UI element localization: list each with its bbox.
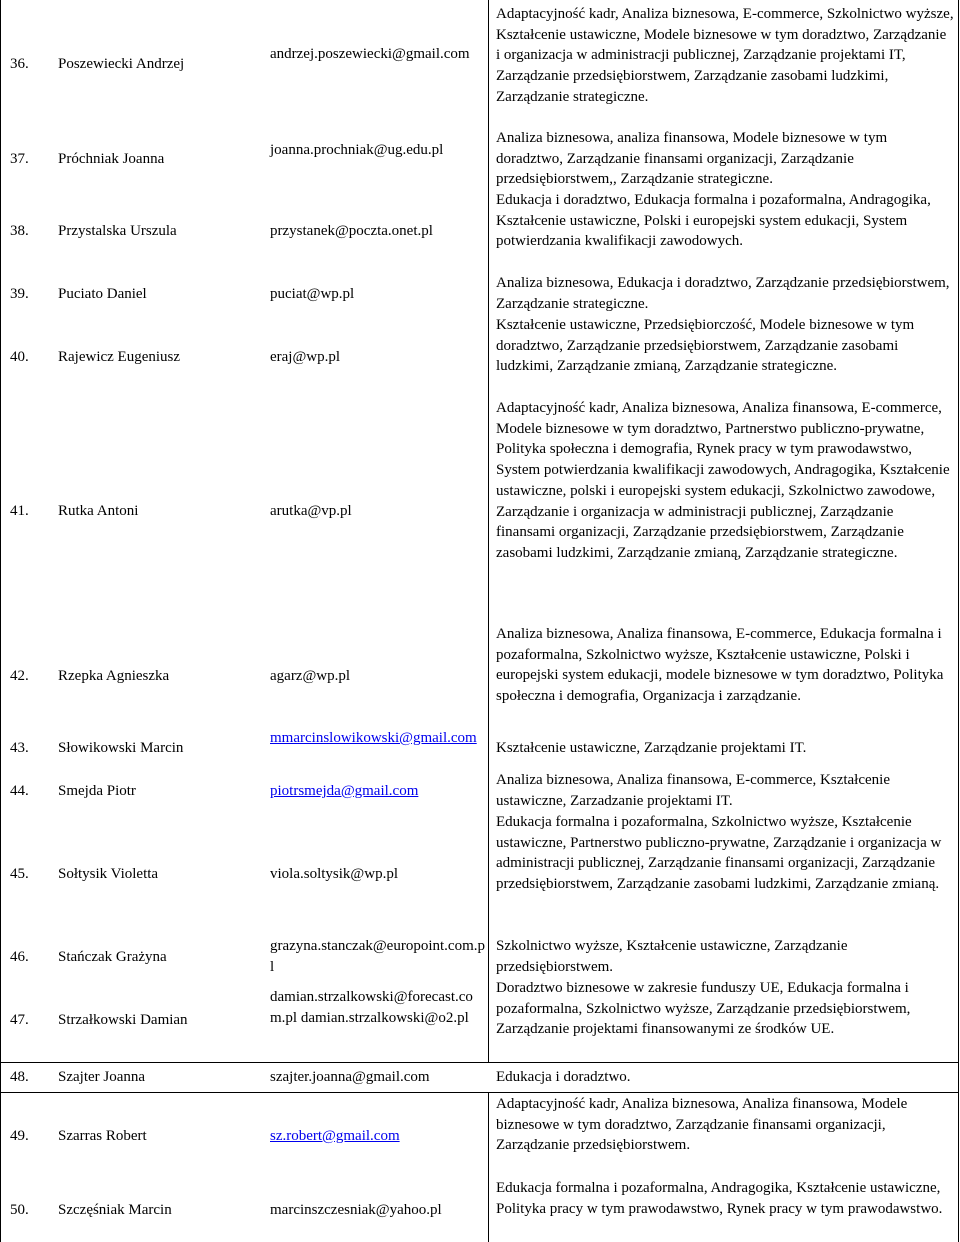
expertise-areas: Doradztwo biznesowe w zakresie funduszy UE, Edukacja formalna i pozaformalna, Szkolnictwo wyższe, Zarządzanie przedsiębiorstwem, Zarządzanie projektami finansowanymi ze środków UE. [496, 980, 911, 1038]
expertise-areas: Adaptacyjność kadr, Analiza biznesowa, Analiza finansowa, Modele biznesowe w tym doradztwo, Zarządzanie finansami organizacji, Zarządzanie przedsiębiorstwem. [496, 1096, 908, 1154]
person-name: Rzepka Agnieszka [58, 667, 170, 684]
row-number: 39. [10, 285, 29, 302]
expertise-areas: Analiza biznesowa, Edukacja i doradztwo, Zarządzanie przedsiębiorstwem, Zarządzanie strategiczne. [496, 275, 950, 312]
expertise-areas: Edukacja formalna i pozaformalna, Andragogika, Kształcenie ustawiczne, Polityka pracy w tym prawodawstwo, Rynek pracy w tym prawodawstwo. [496, 1180, 943, 1217]
email-address: puciat@wp.pl [270, 285, 355, 302]
email-column-divider-lower [488, 1092, 489, 1242]
email-link[interactable]: sz.robert@gmail.com [270, 1127, 400, 1144]
row-separator-48-bottom [0, 1092, 959, 1093]
expertise-areas: Adaptacyjność kadr, Analiza biznesowa, E-commerce, Szkolnictwo wyższe, Kształcenie ustawiczne, Modele biznesowe w tym doradztwo, Zarządzanie i organizacja w administracji publicznej, Zarządzanie projektami IT, Zarządzanie przedsiębiorstwem, Zarządzanie zasobami ludzkimi, Zarządzanie strategiczne. [496, 6, 954, 105]
email-column-divider-upper [488, 0, 489, 1062]
email-address: damian.strzalkowski@forecast.com.pl damian.strzalkowski@o2.pl [270, 989, 473, 1026]
row-number: 45. [10, 865, 29, 882]
row-number: 49. [10, 1127, 29, 1144]
email-address: viola.soltysik@wp.pl [270, 865, 398, 882]
person-name: Przystalska Urszula [58, 222, 177, 239]
row-number: 46. [10, 948, 29, 965]
expertise-areas: Edukacja i doradztwo. [496, 1069, 631, 1086]
person-name: Sołtysik Violetta [58, 865, 159, 882]
table-border-left [0, 0, 1, 1242]
table-border-right [958, 0, 959, 1242]
expertise-areas: Edukacja formalna i pozaformalna, Szkolnictwo wyższe, Kształcenie ustawiczne, Partnerstwo publiczno-prywatne, Zarządzanie i organizacja w administracji publicznej, Zarządzanie finansami organizacji, Zarządzanie przedsiębiorstwem, Zarządzanie zasobami ludzkimi, Zarządzanie zmianą. [496, 814, 942, 893]
expertise-areas: Szkolnictwo wyższe, Kształcenie ustawiczne, Zarządzanie przedsiębiorstwem. [496, 938, 848, 975]
person-name: Szarras Robert [58, 1127, 147, 1144]
email-link[interactable]: piotrsmejda@gmail.com [270, 782, 419, 799]
row-number: 37. [10, 150, 29, 167]
email-address: eraj@wp.pl [270, 348, 341, 365]
email-address: przystanek@poczta.onet.pl [270, 222, 433, 239]
person-name: Poszewiecki Andrzej [58, 55, 185, 72]
person-name: Smejda Piotr [58, 782, 136, 799]
row-number: 43. [10, 739, 29, 756]
person-name: Stańczak Grażyna [58, 948, 167, 965]
person-name: Rutka Antoni [58, 502, 139, 519]
expertise-areas: Analiza biznesowa, Analiza finansowa, E-commerce, Kształcenie ustawiczne, Zarzadzanie projektami IT. [496, 772, 890, 809]
row-number: 42. [10, 667, 29, 684]
email-address: szajter.joanna@gmail.com [270, 1069, 430, 1086]
row-number: 41. [10, 502, 29, 519]
email-address: marcinszczesniak@yahoo.pl [270, 1201, 442, 1218]
row-number: 50. [10, 1201, 29, 1218]
row-number: 36. [10, 55, 29, 72]
expertise-areas: Kształcenie ustawiczne, Zarządzanie projektami IT. [496, 739, 807, 756]
email-link[interactable]: mmarcinslowikowski@gmail.com [270, 730, 477, 746]
expertise-areas: Analiza biznesowa, analiza finansowa, Modele biznesowe w tym doradztwo, Zarządzanie finansami organizacji, Zarządzanie przedsiębiorstwem,, Zarządzanie strategiczne. [496, 130, 888, 188]
email-address: arutka@vp.pl [270, 502, 352, 519]
person-name: Szczęśniak Marcin [58, 1201, 172, 1218]
person-name: Próchniak Joanna [58, 150, 165, 167]
email-address: andrzej.poszewiecki@gmail.com [270, 46, 470, 62]
expertise-areas: Adaptacyjność kadr, Analiza biznesowa, Analiza finansowa, E-commerce, Modele biznesowe w tym doradztwo, Partnerstwo publiczno-prywatne, Polityka społeczna i demografia, Rynek pracy w tym prawodawstwo, System potwierdzania kwalifikacji zawodowych, Andragogika, Kształcenie ustawiczne, polski i europejski system edukacji, Szkolnictwo zawodowe, Zarządzanie i organizacja w administracji publicznej, Zarządzanie finansami organizacji, Zarządzanie przedsiębiorstwem, Zarządzanie zasobami ludzkimi, Zarządzanie zmianą, Zarządzanie strategiczne. [496, 400, 950, 561]
email-address: grazyna.stanczak@europoint.com.pl [270, 938, 485, 975]
person-name: Szajter Joanna [58, 1069, 146, 1086]
expertise-areas: Edukacja i doradztwo, Edukacja formalna i pozaformalna, Andragogika, Kształcenie ustawiczne, Polski i europejski system edukacji, System potwierdzania kwalifikacji zawodowych. [496, 192, 931, 250]
person-name: Rajewicz Eugeniusz [58, 348, 181, 365]
expertise-areas: Analiza biznesowa, Analiza finansowa, E-commerce, Edukacja formalna i pozaformalna, Szkolnictwo wyższe, Kształcenie ustawiczne, Polski i europejski system edukacji, modele biznesowe w tym doradztwo, Polityka społeczna i demografia, Organizacja i zarządzanie. [496, 626, 944, 705]
expertise-areas: Kształcenie ustawiczne, Przedsiębiorczość, Modele biznesowe w tym doradztwo, Zarządzanie przedsiębiorstwem, Zarządzanie zasobami ludzkimi, Zarządzanie zmianą, Zarządzanie strategiczne. [496, 317, 915, 375]
row-number: 44. [10, 782, 29, 799]
row-number: 47. [10, 1011, 29, 1028]
email-address: joanna.prochniak@ug.edu.pl [270, 142, 444, 158]
person-name: Strzałkowski Damian [58, 1011, 188, 1028]
row-number: 38. [10, 222, 29, 239]
person-name: Puciato Daniel [58, 285, 147, 302]
email-address: agarz@wp.pl [270, 667, 351, 684]
person-name: Słowikowski Marcin [58, 739, 184, 756]
row-number: 40. [10, 348, 29, 365]
row-number: 48. [10, 1069, 29, 1086]
